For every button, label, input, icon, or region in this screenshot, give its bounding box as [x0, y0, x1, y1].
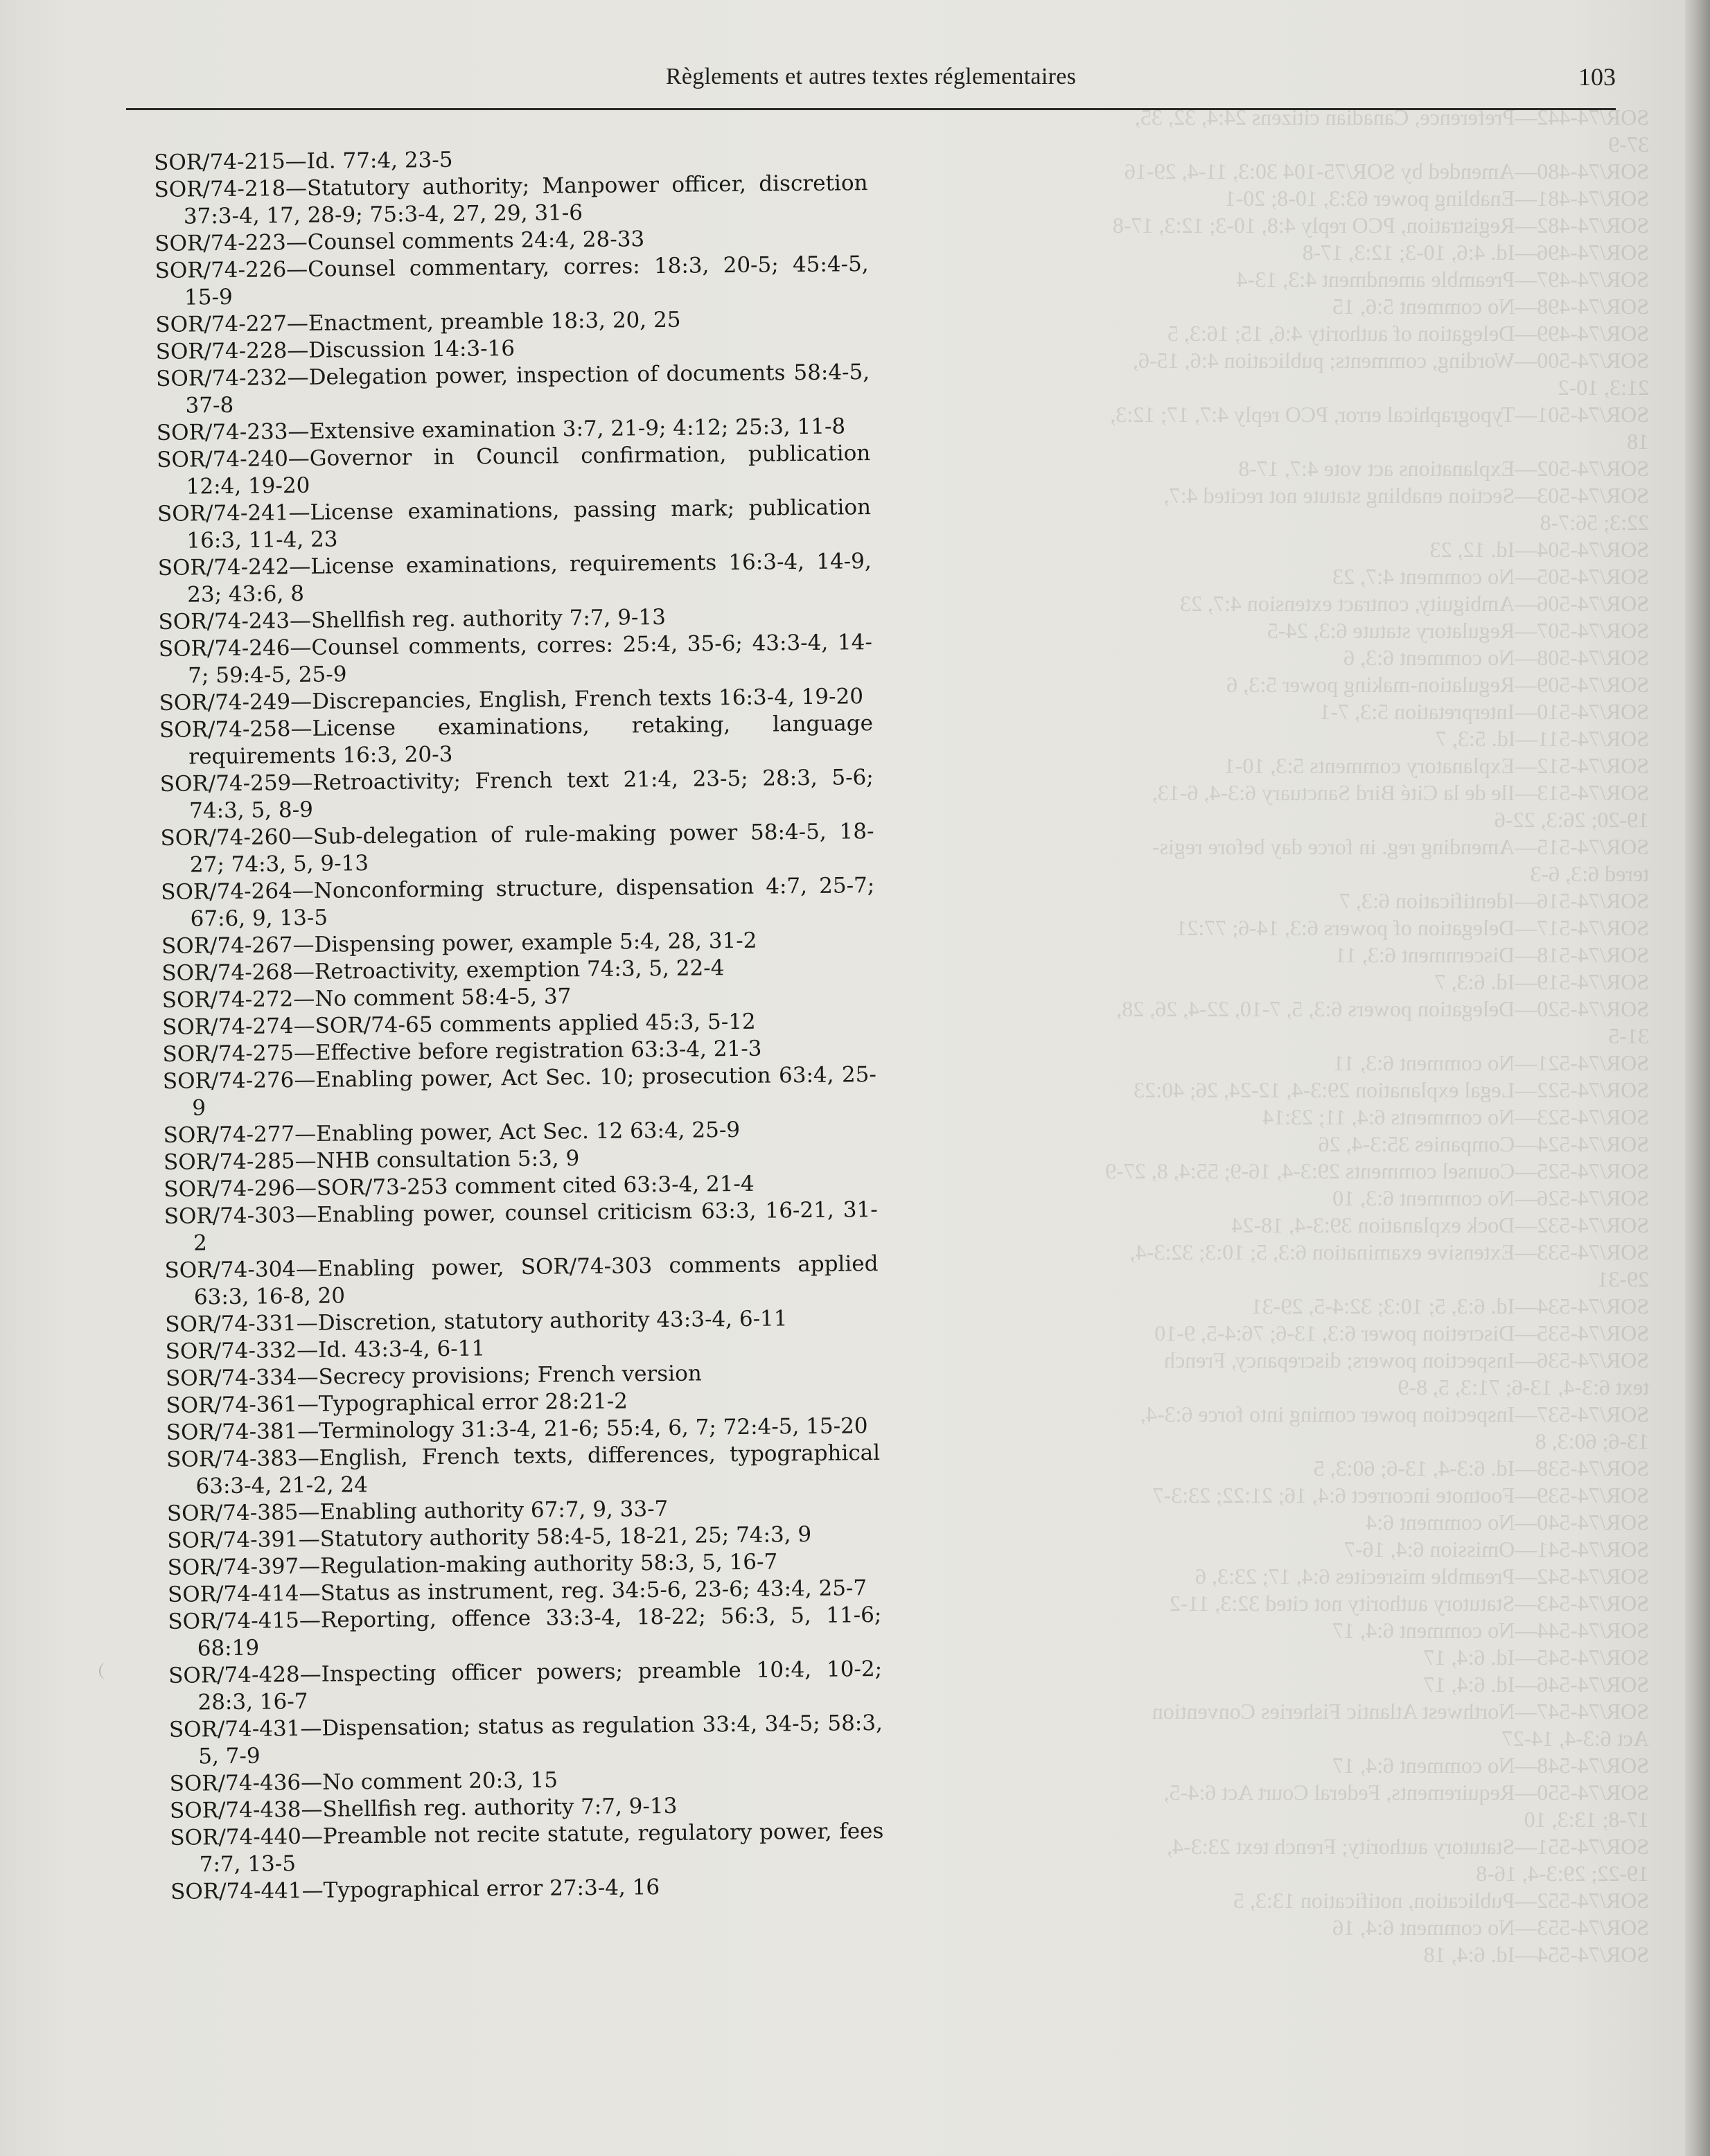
index-entry: SOR/74-246—Counsel comments, corres: 25:4, 35-6; 43:3-4, 14-7; 59:4-5, 25-9	[158, 630, 873, 689]
show-through-line: SOR/74-521—No comment 6:3, 11	[1333, 1050, 1649, 1075]
show-through-line: SOR/74-548—No comment 6:4, 17	[1332, 1753, 1649, 1778]
index-entry: SOR/74-331—Discretion, statutory authority 43:3-4, 6-11	[165, 1306, 788, 1337]
show-through-line: SOR/74-546—Id. 6:4, 17	[1423, 1672, 1649, 1697]
index-entry: SOR/74-275—Effective before registration 63:3-4, 21-3	[162, 1036, 762, 1067]
show-through-line: 31-5	[1608, 1023, 1649, 1048]
show-through-line: SOR/74-537—Inspection power coming into force 6:3-4,	[1140, 1402, 1649, 1426]
index-entries	[154, 143, 884, 1906]
show-through-line: SOR/74-551—Statutory authority; French text 23:3-4,	[1167, 1834, 1649, 1859]
index-entry: SOR/74-391—Statutory authority 58:4-5, 18-21, 25; 74:3, 9	[167, 1521, 812, 1553]
show-through-line: SOR/74-524—Companies 35:3-4, 26	[1318, 1131, 1649, 1156]
index-entry: SOR/74-277—Enabling power, Act Sec. 12 63:4, 25-9	[163, 1117, 741, 1148]
show-through-line: SOR/74-523—No comments 6:4, 11; 23:14	[1262, 1104, 1649, 1129]
index-entry: SOR/74-233—Extensive examination 3:7, 21-9; 4:12; 25:3, 11-8	[156, 414, 846, 445]
show-through-line: SOR/74-526—No comment 6:3, 10	[1332, 1185, 1649, 1210]
page-number: 103	[1578, 63, 1616, 91]
index-entry: SOR/74-385—Enabling authority 67:7, 9, 33-7	[166, 1496, 669, 1526]
show-through-text	[894, 104, 1649, 2016]
index-entry: SOR/74-226—Counsel commentary, corres: 18:3, 20-5; 45:4-5, 15-9	[155, 251, 869, 310]
index-entry: SOR/74-227—Enactment, preamble 18:3, 20, 25	[155, 307, 681, 337]
show-through-line: 37-9	[1608, 132, 1649, 157]
index-entry: SOR/74-304—Enabling power, SOR/74-303 comments applied 63:3, 16-8, 20	[164, 1251, 879, 1310]
header-title: Règlements et autres textes réglementaires	[665, 64, 1077, 89]
index-entry: SOR/74-440—Preamble not recite statute, regulatory power, fees 7:7, 13-5	[170, 1819, 884, 1877]
index-entry: SOR/74-415—Reporting, offence 33:3-4, 18-22; 56:3, 5, 11-6; 68:19	[168, 1602, 882, 1661]
running-header	[126, 60, 1616, 110]
index-entry: SOR/74-240—Governor in Council confirmation, publication 12:4, 19-20	[157, 441, 871, 500]
index-entry: SOR/74-276—Enabling power, Act Sec. 10; prosecution 63:4, 25-9	[162, 1062, 877, 1121]
index-entry: SOR/74-303—Enabling power, counsel criticism 63:3, 16-21, 31-2	[164, 1197, 878, 1256]
show-through-line: SOR/74-508—No comment 6:3, 6	[1343, 645, 1649, 670]
index-entry: SOR/74-381—Terminology 31:3-4, 21-6; 55:4, 6, 7; 72:4-5, 15-20	[166, 1413, 868, 1445]
index-entry: SOR/74-428—Inspecting officer powers; preamble 10:4, 10-2; 28:3, 16-7	[168, 1656, 883, 1715]
show-through-line: SOR/74-547—Northwest Atlantic Fisheries Convention	[1152, 1699, 1649, 1724]
show-through-line: 22:3; 56:7-8	[1540, 510, 1649, 535]
show-through-line: SOR/74-532—Dock explanation 39:3-4, 18-24	[1231, 1212, 1649, 1237]
show-through-line: SOR/74-501—Typographical error, PCO reply 4:7, 17; 12:3,	[1110, 402, 1649, 427]
show-through-line: SOR/74-502—Explanations act vote 4:7, 17-8	[1238, 456, 1649, 481]
index-entry: SOR/74-274—SOR/74-65 comments applied 45:3, 5-12	[161, 1009, 756, 1040]
show-through-line: SOR/74-550—Requirements, Federal Court Act 6:4-5,	[1163, 1780, 1649, 1805]
show-through-line: SOR/74-542—Preamble misrecites 6:4, 17; 23:3, 6	[1195, 1564, 1649, 1589]
show-through-line: SOR/74-507—Regulatory statute 6:3, 24-5	[1267, 618, 1649, 643]
show-through-line: SOR/74-511—Id. 5:3, 7	[1435, 726, 1649, 751]
show-through-line: SOR/74-545—Id. 6:4, 17	[1423, 1645, 1649, 1670]
page-edge	[1685, 0, 1710, 2156]
index-entry: SOR/74-436—No comment 20:3, 15	[169, 1767, 558, 1796]
show-through-line: 19-20; 26:3, 22-6	[1494, 807, 1649, 832]
show-through-line: SOR/74-480—Amended by SOR/75-104 30:3, 11-4, 29-16	[1124, 159, 1649, 184]
show-through-line: SOR/74-481—Enabling power 63:3, 10-8; 20-1	[1224, 186, 1649, 211]
index-entry: SOR/74-259—Retroactivity; French text 21:4, 23-5; 28:3, 5-6; 74:3, 5, 8-9	[159, 765, 874, 824]
show-through-line: SOR/74-482—Registration, PCO reply 4:8, 10-3; 12:3, 17-8	[1112, 213, 1649, 238]
show-through-line: SOR/74-554—Id. 6:4, 18	[1423, 1942, 1649, 1967]
index-entry: SOR/74-232—Delegation power, inspection of documents 58:4-5, 37-8	[156, 360, 870, 418]
show-through-line: SOR/74-505—No comment 4:7, 23	[1332, 564, 1649, 589]
index-entry: SOR/74-361—Typographical error 28:21-2	[166, 1388, 628, 1418]
show-through-line: 29-31	[1597, 1266, 1649, 1291]
index-entry: SOR/74-431—Dispensation; status as regulation 33:4, 34-5; 58:3, 5, 7-9	[168, 1711, 883, 1769]
index-entry: SOR/74-334—Secrecy provisions; French version	[165, 1361, 702, 1391]
index-entry: SOR/74-296—SOR/73-253 comment cited 63:3-4, 21-4	[164, 1171, 755, 1202]
show-through-line: SOR/74-534—Id. 6:3, 5; 10:3; 32:4-5, 29-31	[1251, 1293, 1649, 1318]
index-entry: SOR/74-249—Discrepancies, English, French texts 16:3-4, 19-20	[159, 684, 864, 716]
index-entry: SOR/74-272—No comment 58:4-5, 37	[161, 984, 572, 1013]
show-through-line: text 6:3-4, 13-6; 71:3, 5, 8-9	[1398, 1375, 1649, 1399]
show-through-line: SOR/74-553—No comment 6:4, 16	[1332, 1915, 1649, 1940]
show-through-line: SOR/74-540—No comment 6:4	[1366, 1510, 1649, 1535]
show-through-line: SOR/74-541—Omission 6:4, 16-7	[1343, 1537, 1649, 1562]
index-entry: SOR/74-243—Shellfish reg. authority 7:7, 9-13	[158, 604, 667, 635]
show-through-line: 17-8; 13:3, 10	[1524, 1807, 1649, 1832]
show-through-line: SOR/74-517—Delegation of powers 6:3, 14-6; 77:21	[1176, 915, 1649, 940]
show-through-line: SOR/74-504—Id. 12, 23	[1429, 537, 1649, 562]
index-entry: SOR/74-223—Counsel comments 24:4, 28-33	[155, 227, 645, 256]
index-entry: SOR/74-285—NHB consultation 5:3, 9	[163, 1146, 580, 1175]
show-through-line: SOR/74-544—No comment 6:4, 17	[1332, 1618, 1649, 1643]
index-entry: SOR/74-267—Dispensing power, example 5:4, 28, 31-2	[161, 928, 757, 959]
index-entry: SOR/74-241—License examinations, passing mark; publication 16:3, 11-4, 23	[157, 495, 872, 554]
show-through-line: SOR/74-519—Id. 6:3, 7	[1434, 969, 1649, 994]
index-entry: SOR/74-242—License examinations, requirements 16:3-4, 14-9, 23; 43:6, 8	[157, 549, 872, 608]
index-entry: SOR/74-441—Typographical error 27:3-4, 16	[170, 1875, 660, 1905]
show-through-line: SOR/74-516—Identification 6:3, 7	[1339, 888, 1649, 913]
show-through-line: SOR/74-520—Delegation powers 6:3, 5, 7-10, 22-4, 26, 28,	[1116, 996, 1649, 1021]
index-entry: SOR/74-215—Id. 77:4, 23-5	[154, 147, 453, 175]
show-through-line: SOR/74-515—Amending reg. in force day before regis-	[1152, 834, 1649, 859]
show-through-line: SOR/74-538—Id. 6:3-4, 13-6; 60:3, 5	[1313, 1456, 1649, 1481]
show-through-line: SOR/74-539—Footnote incorrect 6:4, 16; 21:22; 23:3-7	[1152, 1483, 1649, 1508]
show-through-line: SOR/74-506—Ambiguity, contract extension 4:7, 23	[1180, 591, 1649, 616]
index-entry: SOR/74-332—Id. 43:3-4, 6-11	[165, 1336, 486, 1364]
show-through-line: 13-6; 60:3, 8	[1535, 1429, 1649, 1453]
show-through-line: SOR/74-496—Id. 4:6, 10-3; 12:3, 17-8	[1302, 240, 1649, 265]
show-through-line: SOR/74-498—No comment 5:6, 15	[1332, 294, 1649, 319]
pencil-mark	[99, 1663, 114, 1679]
show-through-line: SOR/74-499—Delegation of authority 4:6, 15; 16:3, 5	[1167, 321, 1649, 346]
show-through-line: SOR/74-497—Preamble amendment 4:3, 13-4	[1236, 267, 1649, 292]
show-through-line: SOR/74-525—Counsel comments 29:3-4, 16-9; 55:4, 8, 27-9	[1105, 1158, 1649, 1183]
show-through-line: SOR/74-512—Explanatory comments 5:3, 10-1	[1224, 753, 1649, 778]
show-through-line: 19-22; 29:3-4, 16-8	[1476, 1861, 1649, 1886]
show-through-line: SOR/74-552—Publication, notification 13:3, 5	[1233, 1888, 1649, 1913]
show-through-line: SOR/74-536—Inspection powers; discrepancy, French	[1164, 1348, 1649, 1372]
show-through-line: tered 6:3, 6-3	[1530, 861, 1649, 886]
index-entry: SOR/74-414—Status as instrument, reg. 34:5-6, 23-6; 43:4, 25-7	[167, 1575, 867, 1607]
show-through-line: SOR/74-503—Section enabling statute not recited 4:7,	[1163, 483, 1649, 508]
index-entry: SOR/74-258—License examinations, retaking, language requirements 16:3, 20-3	[159, 711, 874, 770]
show-through-line: 18	[1627, 429, 1649, 454]
index-entry: SOR/74-228—Discussion 14:3-16	[155, 336, 515, 364]
show-through-line: SOR/74-518—Discernment 6:3, 11	[1335, 942, 1649, 967]
index-entry: SOR/74-397—Regulation-making authority 58:3, 5, 16-7	[167, 1549, 778, 1580]
index-entry: SOR/74-438—Shellfish reg. authority 7:7, 9-13	[169, 1793, 678, 1823]
show-through-line: SOR/74-533—Extensive examination 6:3, 5; 10:3; 32:3-4,	[1129, 1239, 1649, 1264]
show-through-line: SOR/74-543—Statutory authority not cited 32:3, 11-2	[1169, 1591, 1649, 1616]
index-entry: SOR/74-264—Nonconforming structure, dispensation 4:7, 25-7; 67:6, 9, 13-5	[161, 873, 875, 932]
show-through-line: Act 6:3-4, 14-27	[1501, 1726, 1649, 1751]
show-through-line: SOR/74-522—Legal explanation 29:3-4, 12-24, 26; 40:23	[1134, 1077, 1649, 1102]
show-through-line: SOR/74-535—Discretion power 6:3, 13-6; 76:4-5, 9-10	[1154, 1320, 1649, 1345]
show-through-line: 21:3, 10-2	[1558, 375, 1649, 400]
show-through-line: SOR/74-500—Wording, comments; publication 4:6, 15-6,	[1133, 348, 1649, 373]
show-through-line: SOR/74-509—Regulation-making power 5:3, 6	[1226, 672, 1649, 697]
show-through-line: SOR/74-442—Preference, Canadian citizens 24:4, 32, 35,	[1134, 105, 1649, 130]
show-through-line: SOR/74-510—Interpretation 5:3, 7-1	[1319, 699, 1649, 724]
index-entry: SOR/74-268—Retroactivity, exemption 74:3, 5, 22-4	[161, 955, 725, 986]
index-entry: SOR/74-218—Statutory authority; Manpower officer, discretion 37:3-4, 17, 28-9; 75:3-4, 27, 29, 31-6	[154, 170, 868, 229]
index-entry: SOR/74-260—Sub-delegation of rule-making power 58:4-5, 18-27; 74:3, 5, 9-13	[160, 819, 874, 878]
show-through-line: SOR/74-513—Ile de la Cité Bird Sanctuary 6:3-4, 6-13,	[1152, 780, 1649, 805]
index-entry: SOR/74-383—English, French texts, differences, typographical 63:3-4, 21-2, 24	[166, 1440, 881, 1499]
